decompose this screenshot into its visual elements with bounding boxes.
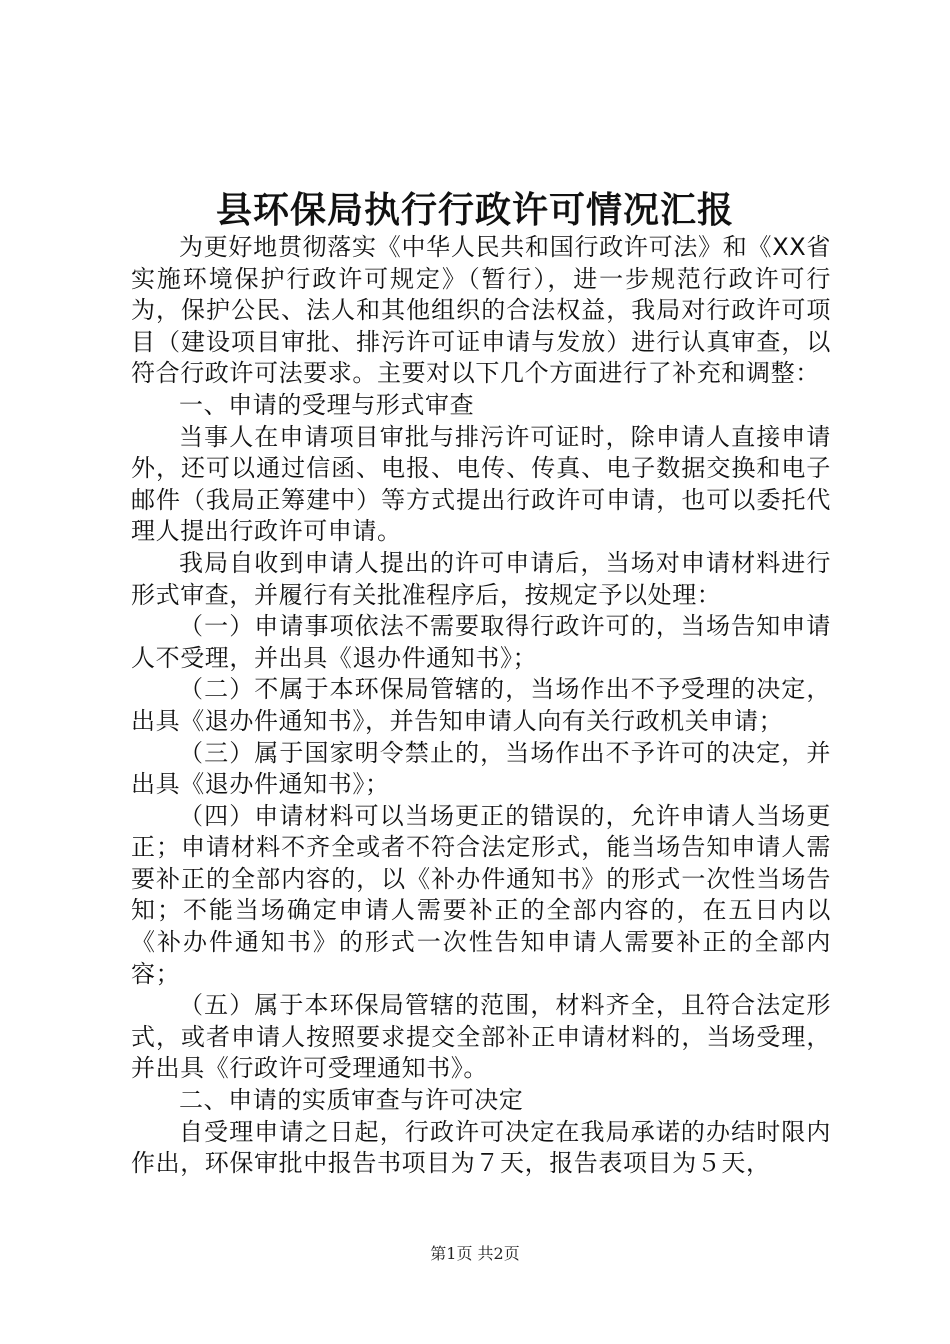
paragraph-decision-time: 自受理申请之日起，行政许可决定在我局承诺的办结时限内作出，环保审批中报告书项目为７天，报告表项目为５天， <box>131 1117 831 1178</box>
list-item-4: （四）申请材料可以当场更正的错误的，允许申请人当场更正；申请材料不齐全或者不符合法定形式，能当场告知申请人需要补正的全部内容的，以《补办件通知书》的形式一次性当场告知；不能当场确定申请人需要补正的全部内容的，在五日内以《补办件通知书》的形式一次性告知申请人需要补正的全部内容； <box>131 801 831 988</box>
page-footer: 第1页 共2页 <box>430 1244 520 1263</box>
list-item-5: （五）属于本环保局管辖的范围，材料齐全，且符合法定形式，或者申请人按照要求提交全部补正申请材料的，当场受理，并出具《行政许可受理通知书》。 <box>131 991 831 1083</box>
section-heading-1: 一、申请的受理与形式审查 <box>179 390 475 419</box>
paragraph-formal-review: 我局自收到申请人提出的许可申请后，当场对申请材料进行形式审查，并履行有关批准程序后，按规定予以处理： <box>131 548 831 609</box>
list-item-2: （二）不属于本环保局管辖的，当场作出不予受理的决定，出具《退办件通知书》，并告知申请人向有关行政机关申请； <box>131 675 831 735</box>
document-body <box>131 232 831 1180</box>
document-title: 县环保局执行行政许可情况汇报 <box>215 189 734 231</box>
paragraph-application-methods: 当事人在申请项目审批与排污许可证时，除申请人直接申请外，还可以通过信函、电报、电传、传真、电子数据交换和电子邮件（我局正筹建中）等方式提出行政许可申请，也可以委托代理人提出行政许可申请。 <box>131 422 831 546</box>
section-heading-2: 二、申请的实质审查与许可决定 <box>179 1086 524 1115</box>
list-item-1: （一）申请事项依法不需要取得行政许可的，当场告知申请人不受理，并出具《退办件通知书》； <box>131 612 831 672</box>
list-item-3: （三）属于国家明令禁止的，当场作出不予许可的决定，并出具《退办件通知书》； <box>131 738 831 799</box>
paragraph-intro: 为更好地贯彻落实《中华人民共和国行政许可法》和《XX省实施环境保护行政许可规定》（暂行），进一步规范行政许可行为，保护公民、法人和其他组织的合法权益，我局对行政许可项目（建设项目审批、排污许可证申请与发放）进行认真审查，以符合行政许可法要求。主要对以下几个方面进行了补充和调整： <box>131 233 831 388</box>
